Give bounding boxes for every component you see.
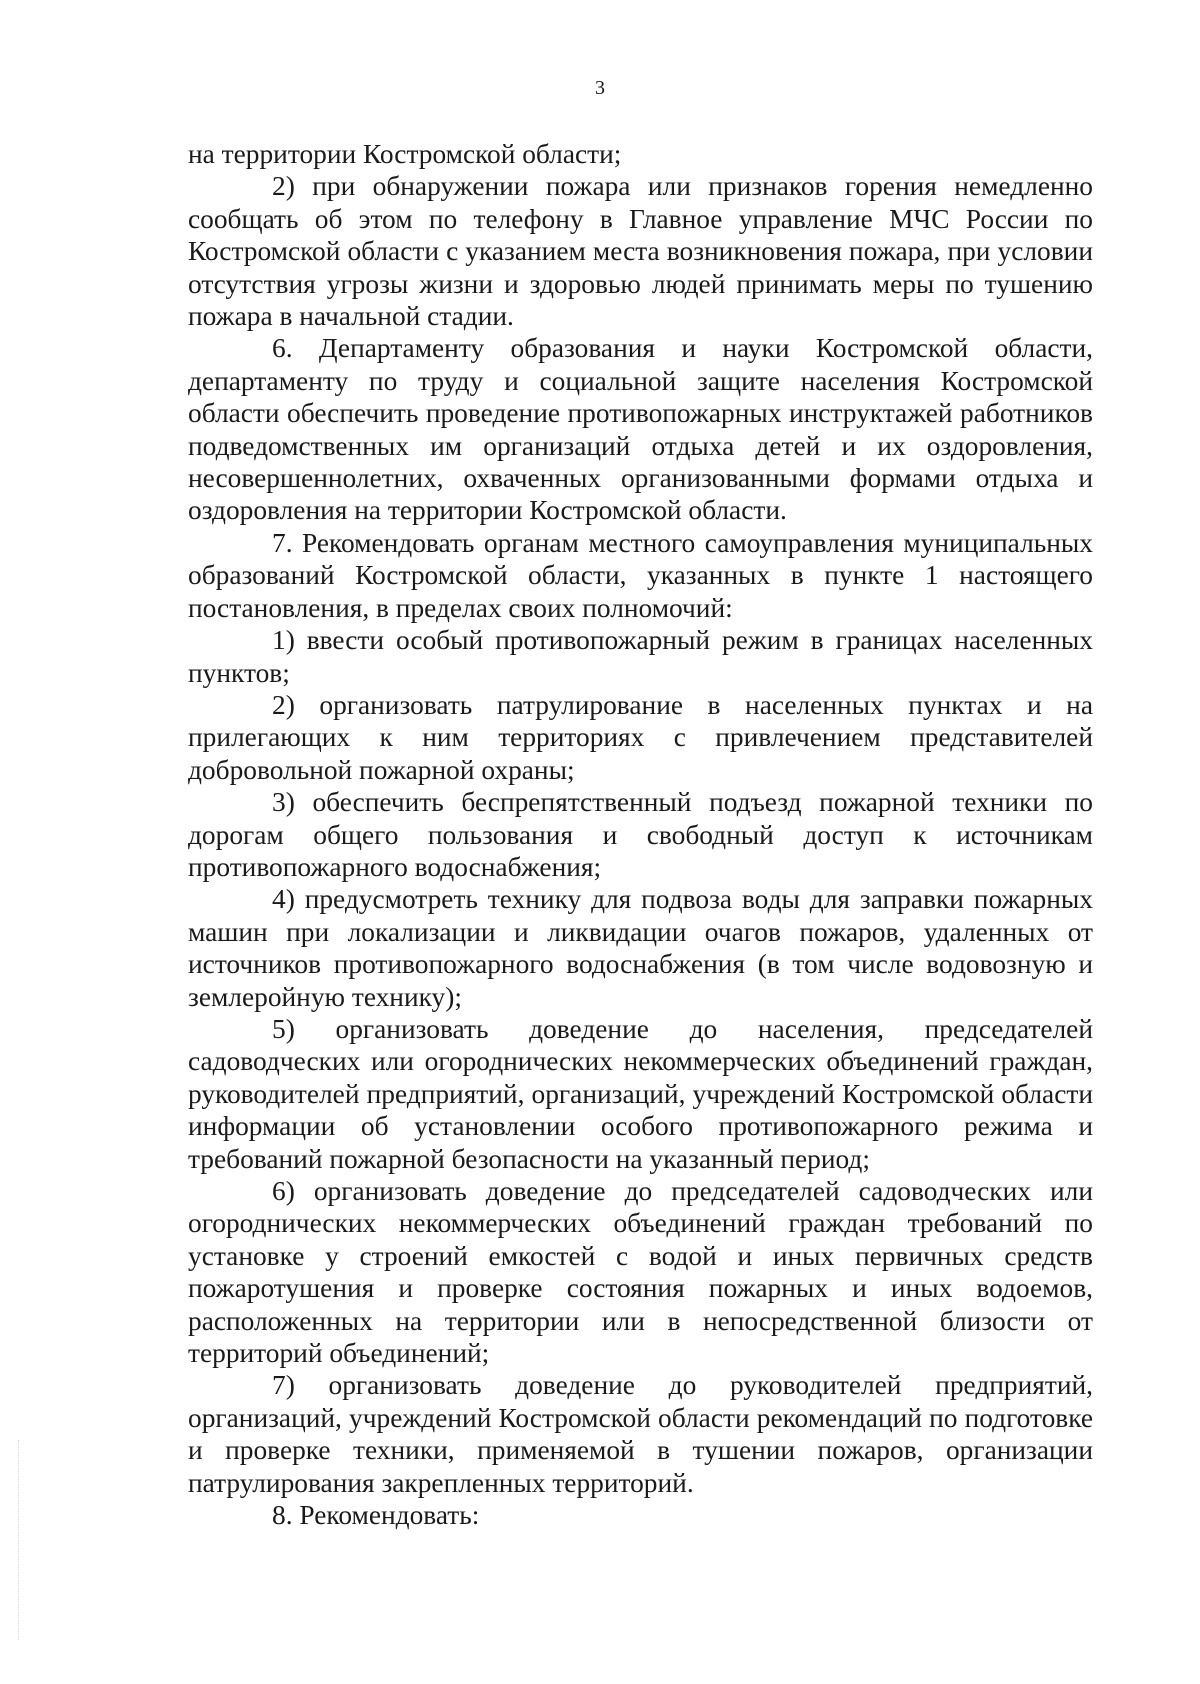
page-number: 3 [595,77,605,99]
paragraph-subitem-6: 6) организовать доведение до председателей садоводческих или огороднических некоммерческих объединений граждан требований по установке у строений емкостей с водой и иных первичных средств пожаротушения и проверке состояния пожарных и иных водоемов, расположенных на территории или в непосредственной близости от территорий объединений; [188,1176,1093,1369]
document-body [188,138,1093,1531]
paragraph-item-7: 7. Рекомендовать органам местного самоуправления муниципальных образований Костромской области, указанных в пункте 1 настоящего постановления, в пределах своих полномочий: [188,527,1093,623]
paragraph-subitem-1: 1) ввести особый противопожарный режим в границах населенных пунктов; [188,625,1093,688]
scan-margin-marks [18,1440,25,1640]
paragraph-subitem-2: 2) организовать патрулирование в населенных пунктах и на прилегающих к ним территориях с привлечением представителей добровольной пожарной охраны; [188,689,1093,785]
paragraph-continuation: на территории Костромской области; [188,139,622,169]
paragraph-subitem-7: 7) организовать доведение до руководителей предприятий, организаций, учреждений Костромской области рекомендаций по подготовке и проверке техники, применяемой в тушении пожаров, организации патрулирования закрепленных территорий. [188,1370,1093,1498]
paragraph-subitem-5: 5) организовать доведение до населения, председателей садоводческих или огороднических некоммерческих объединений граждан, руководителей предприятий, организаций, учреждений Костромской области информации об установлении особого противопожарного режима и требований пожарной безопасности на указанный период; [188,1013,1093,1174]
paragraph-subitem-3: 3) обеспечить беспрепятственный подъезд пожарной техники по дорогам общего пользования и свободный доступ к источникам противопожарного водоснабжения; [188,787,1093,882]
paragraph-subitem-4: 4) предусмотреть технику для подвоза воды для заправки пожарных машин при локализации и ликвидации очагов пожаров, удаленных от источников противопожарного водоснабжения (в том числе водовозную и землеройную технику); [188,884,1093,1012]
paragraph-subitem-2-fire-report: 2) при обнаружении пожара или признаков горения немедленно сообщать об этом по телефону в Главное управление МЧС России по Костромской области с указанием места возникновения пожара, при условии отсутствия угрозы жизни и здоровью людей принимать меры по тушению пожара в начальной стадии. [188,171,1093,332]
paragraph-item-6: 6. Департаменту образования и науки Костромской области, департаменту по труду и социальной защите населения Костромской области обеспечить проведение противопожарных инструктажей работников подведомственных им организаций отдыха детей и их оздоровления, несовершеннолетних, охваченных организованными формами отдыха и оздоровления на территории Костромской области. [188,333,1093,526]
paragraph-item-8: 8. Рекомендовать: [272,1500,480,1531]
